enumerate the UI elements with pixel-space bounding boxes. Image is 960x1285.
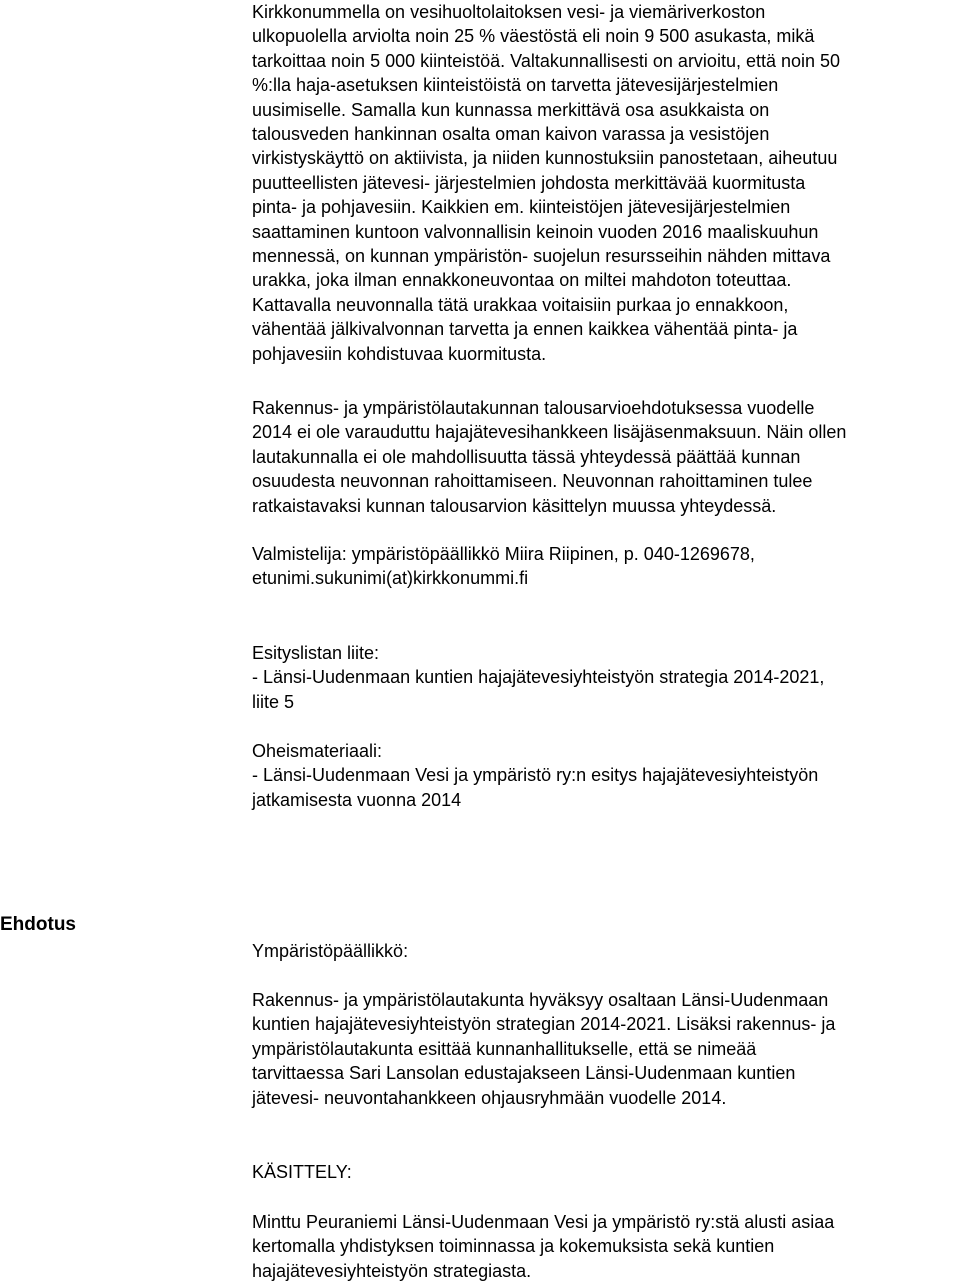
intro-paragraph [252, 0, 960, 366]
text-line: vähentää jälkivalvonnan tarvetta ja ennen kaikkea vähentää pinta- ja [252, 319, 798, 340]
text-line: kuntien hajajätevesiyhteistyön strategian 2014-2021. Lisäksi rakennus- ja [252, 1014, 836, 1035]
text-line: liite 5 [252, 691, 295, 712]
text-line: pohjavesiin kohdistuvaa kuormitusta. [252, 343, 547, 364]
text-line: osuudesta neuvonnan rahoittamiseen. Neuvonnan rahoittaminen tulee [252, 471, 813, 492]
proposal-section-label: Ehdotus [0, 914, 76, 935]
attachment-section [252, 641, 960, 714]
text-line: Kirkkonummella on vesihuoltolaitoksen vesi- ja viemäriverkoston [252, 2, 766, 22]
attachment-heading: Esityslistan liite: [252, 643, 380, 663]
text-line: 2014 ei ole varauduttu hajajätevesihankkeen lisäjäsenmaksuun. Näin ollen [252, 422, 847, 443]
text-line: Ympäristöpäällikkö: [252, 941, 409, 961]
text-line: %:lla haja-asetuksen kiinteistöistä on tarvetta jätevesijärjestelmien [252, 75, 779, 96]
text-line: pinta- ja pohjavesiin. Kaikkien em. kiinteistöjen jätevesijärjestelmien [252, 197, 791, 218]
text-line: ympäristölautakunta esittää kunnanhallitukselle, että se nimeää [252, 1038, 757, 1059]
text-line: - Länsi-Uudenmaan Vesi ja ympäristö ry:n esitys hajajätevesiyhteistyön [252, 765, 819, 786]
text-line: Minttu Peuraniemi Länsi-Uudenmaan Vesi ja ympäristö ry:stä alusti asiaa [252, 1212, 835, 1232]
preparer-info [252, 542, 960, 591]
text-line: jätevesi- neuvontahankkeen ohjausryhmään vuodelle 2014. [252, 1087, 727, 1108]
budget-paragraph [252, 396, 960, 518]
text-line: uusimiselle. Samalla kun kunnassa merkittävä osa asukkaista on [252, 99, 770, 120]
text-line: lautakunnalla ei ole mahdollisuutta tässä yhteydessä päättää kunnan [252, 446, 801, 467]
text-line: mennessä, on kunnan ympäristön- suojelun resursseihin nähden mittava [252, 246, 831, 267]
text-line: kertomalla yhdistyksen toiminnassa ja kokemuksista sekä kuntien [252, 1236, 775, 1257]
background-material-heading: Oheismateriaali: [252, 741, 383, 761]
text-line: Rakennus- ja ympäristölautakunnan talousarvioehdotuksessa vuodelle [252, 398, 815, 418]
text-line: urakka, joka ilman ennakkoneuvontaa on miltei mahdoton toteuttaa. [252, 270, 792, 291]
handling-paragraph [252, 1210, 960, 1283]
text-line: Rakennus- ja ympäristölautakunta hyväksyy osaltaan Länsi-Uudenmaan [252, 990, 829, 1010]
text-line: ulkopuolella arviolta noin 25 % väestöstä eli noin 9 500 asukasta, mikä [252, 26, 815, 47]
text-line: tarvittaessa Sari Lansolan edustajakseen Länsi-Uudenmaan kuntien [252, 1063, 796, 1084]
text-line: ratkaistavaksi kunnan talousarvion käsittelyn muussa yhteydessä. [252, 495, 777, 516]
text-line: Kattavalla neuvonnalla tätä urakkaa voitaisiin purkaa jo ennakkoon, [252, 294, 789, 315]
text-line: hajajätevesiyhteistyön strategiasta. [252, 1260, 532, 1281]
text-line: KÄSITTELY: [252, 1162, 352, 1182]
text-line: saattaminen kuntoon valvonnallisin keinoin vuoden 2016 maaliskuuhun [252, 221, 819, 242]
text-line: virkistyskäyttö on aktiivista, ja niiden kunnostuksiin panostetaan, aiheutuu [252, 148, 838, 169]
text-line: - Länsi-Uudenmaan kuntien hajajätevesiyhteistyön strategia 2014-2021, [252, 667, 825, 688]
handling-heading [252, 1160, 960, 1184]
text-line: etunimi.sukunimi(at)kirkkonummi.fi [252, 568, 529, 589]
proposal-paragraph [252, 988, 960, 1110]
text-line: puutteellisten jätevesi- järjestelmien johdosta merkittävää kuormitusta [252, 172, 806, 193]
text-line: talousveden hankinnan osalta oman kaivon varassa ja vesistöjen [252, 124, 770, 145]
background-material-section [252, 739, 960, 812]
text-line: tarkoittaa noin 5 000 kiinteistöä. Valtakunnallisesti on arvioitu, että noin 50 [252, 50, 841, 71]
proposal-author [252, 939, 960, 963]
text-line: jatkamisesta vuonna 2014 [252, 789, 462, 810]
text-line: Valmistelija: ympäristöpäällikkö Miira Riipinen, p. 040-1269678, [252, 544, 755, 564]
